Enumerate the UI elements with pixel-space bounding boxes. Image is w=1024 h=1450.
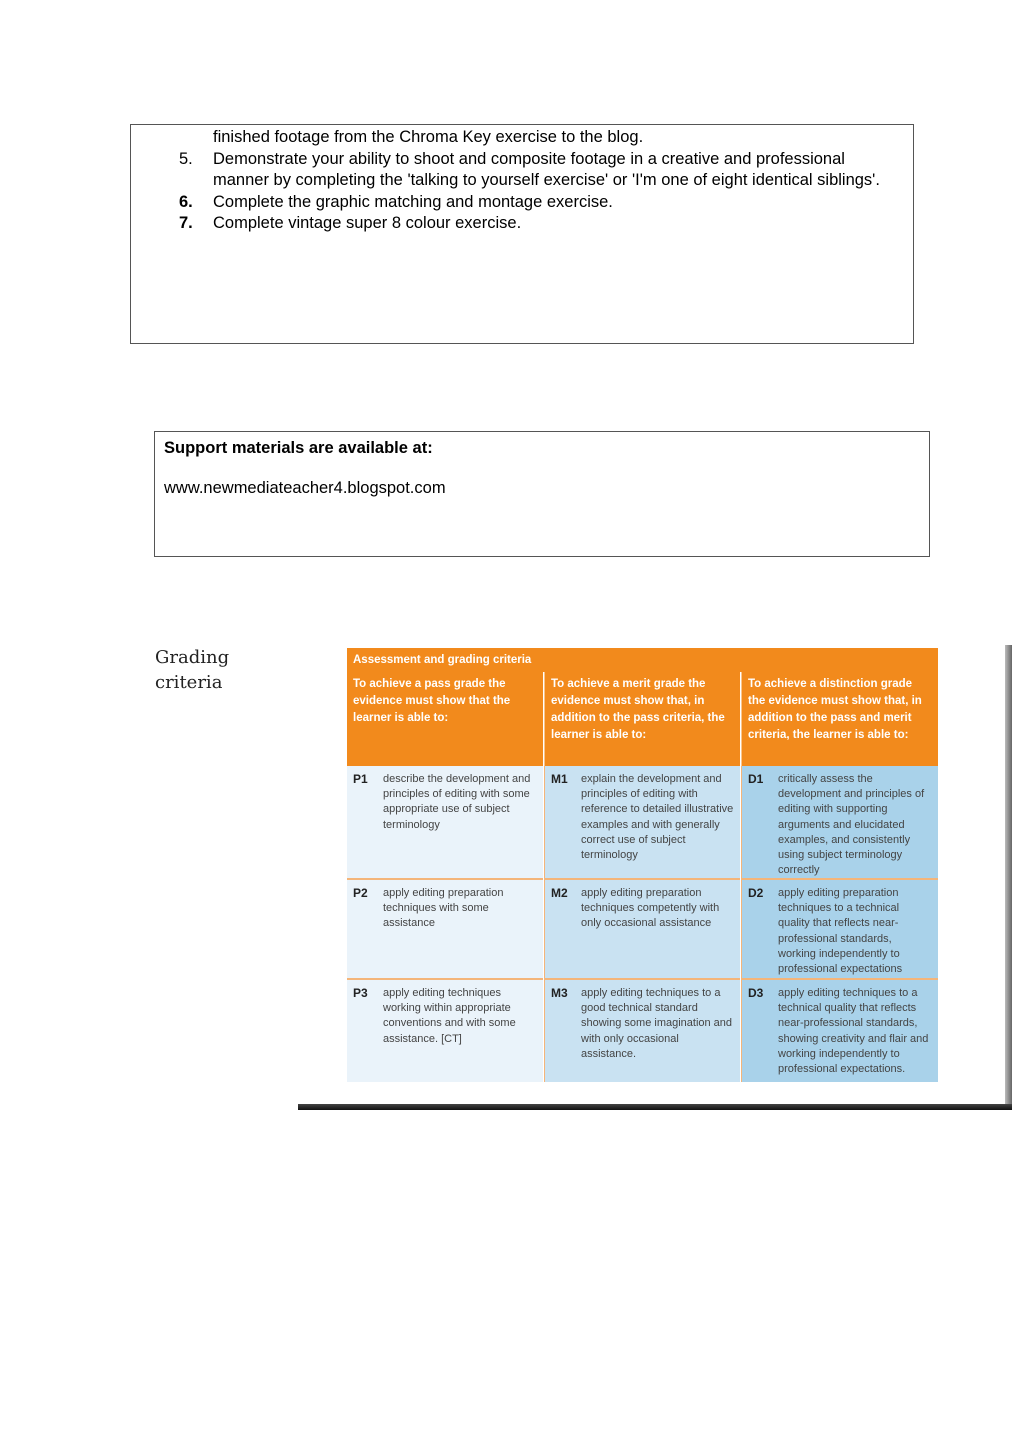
merit-cell	[544, 880, 740, 980]
task-item	[131, 213, 913, 235]
support-box	[154, 431, 930, 557]
image-frame-edge	[1005, 645, 1012, 1107]
task-text: finished footage from the Chroma Key exercise to the blog.	[213, 128, 644, 146]
distinction-header: To achieve a distinction grade the evidence must show that, in addition to the pass and merit criteria, the learner is able to:	[741, 672, 938, 766]
task-list	[131, 127, 913, 235]
grading-criteria-table	[347, 648, 938, 1082]
grading-criteria-label: Grading criteria	[155, 647, 230, 693]
task-number: 5.	[179, 149, 193, 168]
pass-header: To achieve a pass grade the evidence must show that the learner is able to:	[347, 672, 543, 766]
task-number: 6.	[179, 192, 193, 211]
task-text: Demonstrate your ability to shoot and composite footage in a creative and professional manner by completing the 'talking to yourself exercise' or 'I'm one of eight identical siblings'.	[213, 149, 880, 189]
criteria-code: D3	[748, 986, 764, 1000]
criteria-text: apply editing preparation techniques with some assistance	[383, 887, 504, 930]
task-item	[131, 127, 913, 149]
criteria-text: apply editing techniques working within appropriate conventions and with some assistance. [CT]	[383, 987, 516, 1045]
task-number: 7.	[179, 214, 193, 232]
criteria-code: P2	[353, 886, 368, 900]
criteria-text: apply editing preparation techniques to a technical quality that reflects near-professional standards, working independently to professional expectations	[778, 887, 903, 976]
pass-cell	[347, 980, 543, 1082]
criteria-code: P3	[353, 986, 368, 1000]
criteria-code: M2	[551, 886, 568, 900]
table-title: Assessment and grading criteria	[347, 648, 938, 672]
criteria-text: explain the development and principles of editing with reference to detailed illustrative examples and with generally correct use of subject terminology	[581, 773, 734, 862]
merit-cell	[544, 980, 740, 1082]
criteria-code: D2	[748, 886, 764, 900]
criteria-text: describe the development and principles of editing with some appropriate use of subject terminology	[383, 773, 531, 831]
criteria-code: D1	[748, 772, 764, 786]
task-item	[131, 149, 913, 192]
distinction-cell	[741, 980, 938, 1082]
merit-cell	[544, 766, 740, 880]
criteria-text: apply editing preparation techniques competently with only occasional assistance	[581, 887, 720, 930]
support-title: Support materials are available at:	[164, 439, 433, 457]
distinction-cell	[741, 880, 938, 980]
distinction-cell	[741, 766, 938, 880]
criteria-text: critically assess the development and principles of editing with supporting arguments and elucidated examples, and consistently using subject terminology correctly	[778, 773, 925, 877]
task-text: Complete vintage super 8 colour exercise.	[213, 214, 522, 232]
criteria-code: M1	[551, 772, 568, 786]
task-box	[130, 124, 914, 344]
pass-cell	[347, 880, 543, 980]
task-item	[131, 192, 913, 214]
criteria-text: apply editing techniques to a good technical standard showing some imagination and with only occasional assistance.	[581, 987, 733, 1060]
support-url[interactable]: www.newmediateacher4.blogspot.com	[164, 479, 446, 497]
criteria-code: M3	[551, 986, 568, 1000]
pass-cell	[347, 766, 543, 880]
criteria-text: apply editing techniques to a technical quality that reflects near-professional standards, showing creativity and flair and working independently to professional expectations.	[778, 987, 929, 1076]
image-frame-edge	[298, 1104, 1012, 1110]
merit-header: To achieve a merit grade the evidence must show that, in addition to the pass criteria, the learner is able to:	[544, 672, 740, 766]
task-text: Complete the graphic matching and montage exercise.	[213, 192, 613, 211]
criteria-code: P1	[353, 772, 368, 786]
